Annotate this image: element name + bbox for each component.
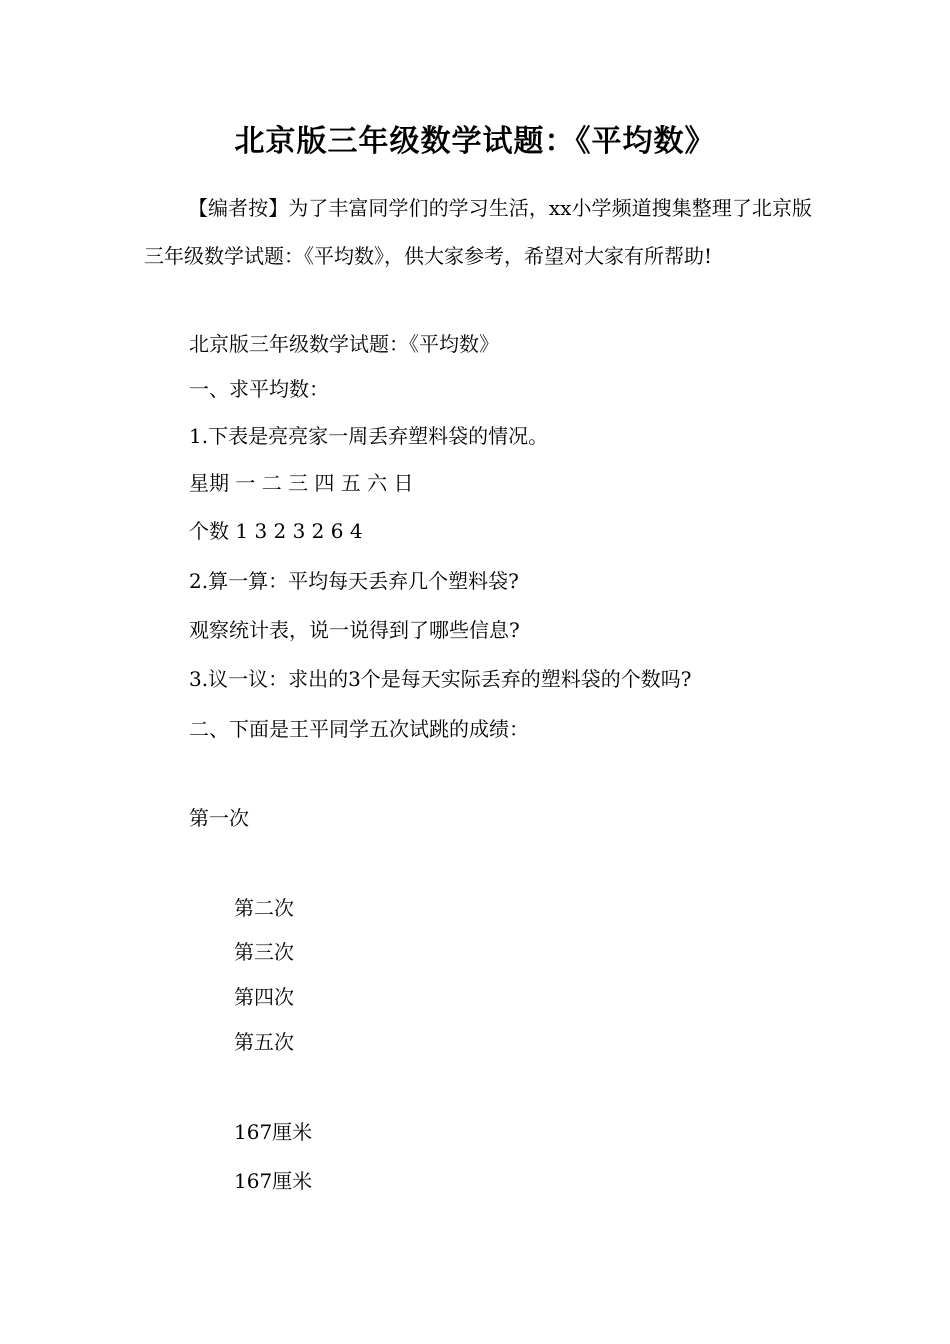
attempt-label: 第三次 (234, 940, 294, 964)
score-value: 167厘米 (234, 1120, 313, 1144)
score-value: 167厘米 (234, 1169, 313, 1193)
section-heading-2: 二、下面是王平同学五次试跳的成绩： (189, 717, 529, 741)
question-1: 1.下表是亮亮家一周丢弃塑料袋的情况。 (189, 424, 549, 448)
table-row-counts: 个数 1 3 2 3 2 6 4 (189, 519, 363, 543)
attempt-label: 第五次 (234, 1030, 294, 1054)
attempt-label: 第二次 (234, 896, 294, 920)
document-title: 北京版三年级数学试题：《平均数》 (234, 124, 716, 159)
question-2: 2.算一算：平均每天丢弃几个塑料袋? (189, 569, 519, 593)
attempt-label: 第一次 (189, 806, 249, 830)
question-3: 3.议一议：求出的3个是每天实际丢弃的塑料袋的个数吗? (189, 667, 692, 691)
question-2b: 观察统计表，说一说得到了哪些信息? (189, 618, 520, 642)
editor-note-paragraph: 【编者按】为了丰富同学们的学习生活，xx小学频道搜集整理了北京版三年级数学试题：《平均数》，供大家参考，希望对大家有所帮助! (144, 196, 812, 268)
section-heading-1: 一、求平均数： (189, 377, 329, 401)
table-row-days: 星期 一 二 三 四 五 六 日 (189, 471, 414, 495)
subtitle-line: 北京版三年级数学试题：《平均数》 (189, 332, 499, 356)
attempt-label: 第四次 (234, 985, 294, 1009)
